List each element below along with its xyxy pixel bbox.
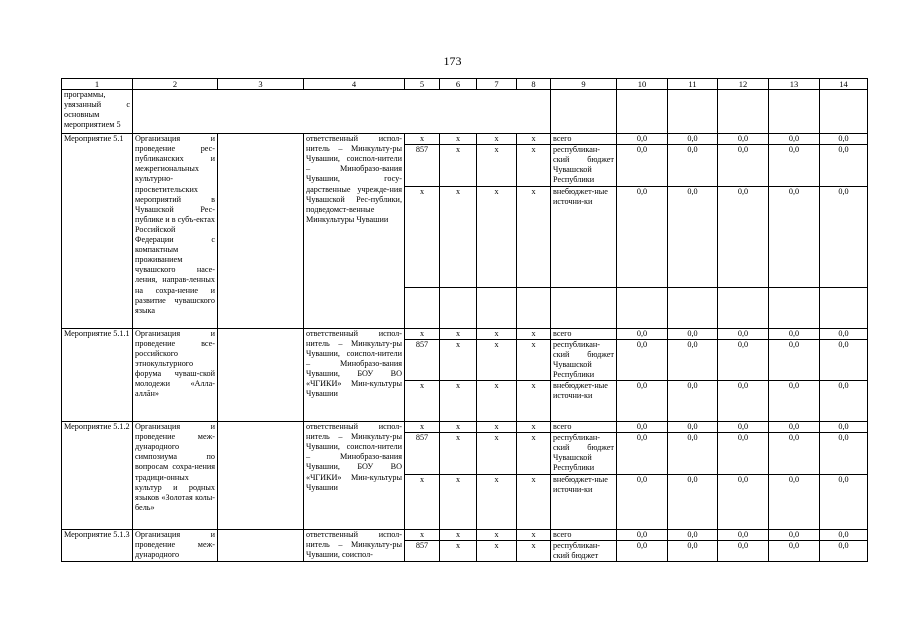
activity-description: Организация и проведение меж-дународного симпозиума по вопросам сохра-нения традици-онных культур и родных языков «Золотая колы-бель» bbox=[133, 422, 218, 529]
funding-source: всего bbox=[551, 422, 617, 433]
empty-cell bbox=[617, 90, 668, 134]
code-cell: x bbox=[440, 328, 477, 339]
code-cell: x bbox=[440, 186, 477, 287]
empty-cell bbox=[769, 287, 820, 328]
value-cell: 0,0 bbox=[820, 134, 868, 145]
header-cell: 13 bbox=[769, 79, 820, 90]
empty-cell bbox=[551, 287, 617, 328]
activity-name: Мероприятие 5.1.3 bbox=[62, 529, 133, 561]
code-cell: x bbox=[517, 433, 551, 474]
code-cell: x bbox=[440, 433, 477, 474]
code-cell: x bbox=[517, 328, 551, 339]
value-cell: 0,0 bbox=[668, 474, 718, 529]
code-cell: x bbox=[477, 328, 517, 339]
value-cell: 0,0 bbox=[769, 134, 820, 145]
value-cell: 0,0 bbox=[718, 186, 769, 287]
code-cell: x bbox=[405, 529, 440, 540]
empty-cell bbox=[218, 529, 304, 561]
value-cell: 0,0 bbox=[718, 474, 769, 529]
code-cell: x bbox=[440, 540, 477, 561]
code-cell: x bbox=[440, 422, 477, 433]
code-cell: x bbox=[517, 134, 551, 145]
activity-name: Мероприятие 5.1.2 bbox=[62, 422, 133, 529]
table-row bbox=[62, 529, 868, 540]
value-cell: 0,0 bbox=[718, 328, 769, 339]
value-cell: 0,0 bbox=[718, 540, 769, 561]
value-cell: 0,0 bbox=[668, 145, 718, 186]
empty-cell bbox=[718, 287, 769, 328]
table-row bbox=[62, 422, 868, 433]
value-cell: 0,0 bbox=[617, 422, 668, 433]
activity-executor: ответственный испол-нитель – Минкульту-ры Чувашии, соиспол- bbox=[304, 529, 405, 561]
value-cell: 0,0 bbox=[668, 381, 718, 422]
activity-name: Мероприятие 5.1 bbox=[62, 134, 133, 328]
code-cell: x bbox=[440, 145, 477, 186]
activity-executor: ответственный испол-нитель – Минкульту-ры Чувашии, соиспол-нители – Минобразо-вания Чувашии, БОУ ВО «ЧГИКИ» Мин-культуры Чувашии bbox=[304, 422, 405, 529]
value-cell: 0,0 bbox=[820, 328, 868, 339]
value-cell: 0,0 bbox=[718, 134, 769, 145]
funding-source: республикан-ский бюджет Чувашской Республики bbox=[551, 433, 617, 474]
funding-source: республикан-ский бюджет Чувашской Республики bbox=[551, 339, 617, 380]
value-cell: 0,0 bbox=[820, 474, 868, 529]
header-cell: 2 bbox=[133, 79, 218, 90]
code-cell: x bbox=[517, 474, 551, 529]
value-cell: 0,0 bbox=[668, 134, 718, 145]
funding-source: всего bbox=[551, 134, 617, 145]
page-number: 173 bbox=[443, 54, 462, 68]
header-cell: 1 bbox=[62, 79, 133, 90]
code-cell: x bbox=[405, 381, 440, 422]
value-cell: 0,0 bbox=[668, 186, 718, 287]
header-cell: 8 bbox=[517, 79, 551, 90]
activity-description: Организация и проведение все-российского этнокультурного форума чуваш-ской молодежи «Алла-аллăн» bbox=[133, 328, 218, 421]
value-cell: 0,0 bbox=[769, 529, 820, 540]
activity-description: Организация и проведение меж-дународного bbox=[133, 529, 218, 561]
value-cell: 0,0 bbox=[718, 529, 769, 540]
value-cell: 0,0 bbox=[769, 145, 820, 186]
code-cell: 857 bbox=[405, 433, 440, 474]
code-cell: x bbox=[517, 529, 551, 540]
budget-table bbox=[61, 78, 868, 562]
value-cell: 0,0 bbox=[617, 328, 668, 339]
empty-cell bbox=[668, 287, 718, 328]
value-cell: 0,0 bbox=[718, 339, 769, 380]
code-cell: x bbox=[440, 381, 477, 422]
empty-cell bbox=[133, 90, 551, 134]
code-cell: x bbox=[517, 186, 551, 287]
value-cell: 0,0 bbox=[769, 328, 820, 339]
value-cell: 0,0 bbox=[820, 529, 868, 540]
header-row bbox=[62, 79, 868, 90]
value-cell: 0,0 bbox=[617, 145, 668, 186]
value-cell: 0,0 bbox=[820, 339, 868, 380]
empty-cell bbox=[218, 134, 304, 328]
value-cell: 0,0 bbox=[769, 381, 820, 422]
header-cell: 6 bbox=[440, 79, 477, 90]
code-cell: x bbox=[477, 339, 517, 380]
funding-source: республикан-ский бюджет bbox=[551, 540, 617, 561]
empty-cell bbox=[820, 287, 868, 328]
header-cell: 7 bbox=[477, 79, 517, 90]
code-cell: x bbox=[477, 540, 517, 561]
code-cell: 857 bbox=[405, 145, 440, 186]
code-cell: x bbox=[440, 529, 477, 540]
code-cell: x bbox=[405, 474, 440, 529]
code-cell: x bbox=[440, 134, 477, 145]
funding-source: внебюджет-ные источни-ки bbox=[551, 381, 617, 422]
value-cell: 0,0 bbox=[820, 433, 868, 474]
empty-cell bbox=[517, 287, 551, 328]
header-cell: 9 bbox=[551, 79, 617, 90]
value-cell: 0,0 bbox=[820, 186, 868, 287]
funding-source: республикан-ский бюджет Чувашской Республики bbox=[551, 145, 617, 186]
value-cell: 0,0 bbox=[769, 540, 820, 561]
value-cell: 0,0 bbox=[820, 145, 868, 186]
code-cell: x bbox=[477, 474, 517, 529]
value-cell: 0,0 bbox=[668, 328, 718, 339]
table-row bbox=[62, 328, 868, 339]
value-cell: 0,0 bbox=[769, 474, 820, 529]
table-row bbox=[62, 90, 868, 134]
code-cell: x bbox=[440, 474, 477, 529]
empty-cell bbox=[820, 90, 868, 134]
activity-description: Организация и проведение рес-публиканских и межрегиональных культурно-просветительских мероприятий в Чувашской Рес-публике и в субъ-ектах Российской Федерации с компактным проживанием чувашского насе-ления, направ-ленных на сохра-нение и развитие чувашского языка bbox=[133, 134, 218, 328]
empty-cell bbox=[668, 90, 718, 134]
value-cell: 0,0 bbox=[617, 186, 668, 287]
value-cell: 0,0 bbox=[617, 540, 668, 561]
code-cell: x bbox=[440, 339, 477, 380]
code-cell: x bbox=[517, 339, 551, 380]
code-cell: x bbox=[405, 134, 440, 145]
table-row bbox=[62, 134, 868, 145]
value-cell: 0,0 bbox=[617, 474, 668, 529]
value-cell: 0,0 bbox=[617, 433, 668, 474]
empty-cell bbox=[405, 287, 440, 328]
empty-cell bbox=[718, 90, 769, 134]
value-cell: 0,0 bbox=[617, 381, 668, 422]
value-cell: 0,0 bbox=[718, 381, 769, 422]
empty-cell bbox=[769, 90, 820, 134]
empty-cell bbox=[440, 287, 477, 328]
funding-source: внебюджет-ные источни-ки bbox=[551, 474, 617, 529]
value-cell: 0,0 bbox=[769, 433, 820, 474]
code-cell: x bbox=[477, 134, 517, 145]
activity-name: программы, увязанный с основным мероприятием 5 bbox=[62, 90, 133, 134]
header-cell: 12 bbox=[718, 79, 769, 90]
value-cell: 0,0 bbox=[769, 422, 820, 433]
value-cell: 0,0 bbox=[718, 433, 769, 474]
empty-cell bbox=[477, 287, 517, 328]
value-cell: 0,0 bbox=[617, 529, 668, 540]
code-cell: x bbox=[517, 145, 551, 186]
code-cell: x bbox=[477, 381, 517, 422]
header-cell: 11 bbox=[668, 79, 718, 90]
value-cell: 0,0 bbox=[769, 339, 820, 380]
value-cell: 0,0 bbox=[668, 339, 718, 380]
value-cell: 0,0 bbox=[617, 134, 668, 145]
code-cell: x bbox=[405, 186, 440, 287]
code-cell: x bbox=[477, 145, 517, 186]
value-cell: 0,0 bbox=[668, 422, 718, 433]
code-cell: x bbox=[517, 381, 551, 422]
value-cell: 0,0 bbox=[769, 186, 820, 287]
value-cell: 0,0 bbox=[668, 529, 718, 540]
value-cell: 0,0 bbox=[820, 540, 868, 561]
value-cell: 0,0 bbox=[718, 145, 769, 186]
code-cell: x bbox=[517, 540, 551, 561]
code-cell: x bbox=[405, 328, 440, 339]
header-cell: 10 bbox=[617, 79, 668, 90]
code-cell: x bbox=[477, 433, 517, 474]
empty-cell bbox=[551, 90, 617, 134]
value-cell: 0,0 bbox=[820, 381, 868, 422]
funding-source: всего bbox=[551, 328, 617, 339]
value-cell: 0,0 bbox=[668, 433, 718, 474]
code-cell: x bbox=[517, 422, 551, 433]
header-cell: 5 bbox=[405, 79, 440, 90]
value-cell: 0,0 bbox=[718, 422, 769, 433]
header-cell: 4 bbox=[304, 79, 405, 90]
empty-cell bbox=[218, 422, 304, 529]
code-cell: x bbox=[477, 422, 517, 433]
activity-executor: ответственный испол-нитель – Минкульту-ры Чувашии, соиспол-нители – Минобразо-вания Чувашии, БОУ ВО «ЧГИКИ» Мин-культуры Чувашии bbox=[304, 328, 405, 421]
funding-source: внебюджет-ные источни-ки bbox=[551, 186, 617, 287]
code-cell: 857 bbox=[405, 339, 440, 380]
funding-source: всего bbox=[551, 529, 617, 540]
value-cell: 0,0 bbox=[820, 422, 868, 433]
code-cell: x bbox=[477, 186, 517, 287]
code-cell: x bbox=[477, 529, 517, 540]
activity-name: Мероприятие 5.1.1 bbox=[62, 328, 133, 421]
value-cell: 0,0 bbox=[617, 339, 668, 380]
header-cell: 3 bbox=[218, 79, 304, 90]
activity-executor: ответственный испол-нитель – Минкульту-ры Чувашии, соиспол-нители – Минобразо-вания Чувашии, госу-дарственные учрежде-ния Чувашской Рес-публики, подведомст-венные Минкультуры Чувашии bbox=[304, 134, 405, 328]
value-cell: 0,0 bbox=[668, 540, 718, 561]
empty-cell bbox=[617, 287, 668, 328]
empty-cell bbox=[218, 328, 304, 421]
code-cell: x bbox=[405, 422, 440, 433]
code-cell: 857 bbox=[405, 540, 440, 561]
header-cell: 14 bbox=[820, 79, 868, 90]
